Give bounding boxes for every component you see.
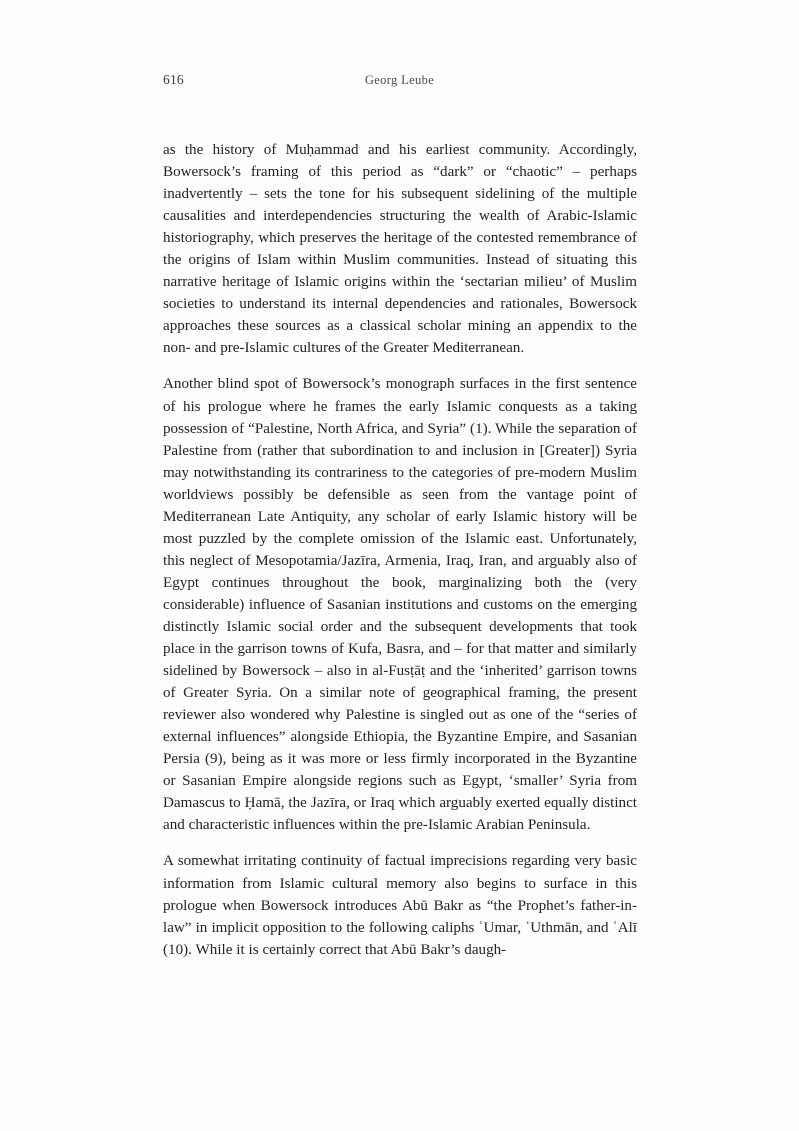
paragraph: as the history of Muḥammad and his earliest community. Accordingly, Bowersock’s framing of this period as “dark” or “chaotic” – perhaps inadvertently – sets the tone for his subsequent sidelining of the multiple causalities and interdependencies structuring the wealth of Arabic-Islamic historiography, which preserves the heritage of the contested remembrance of the origins of Islam within Muslim communities. Instead of situating this narrative heritage of Islamic origins within the ‘sectarian milieu’ of Muslim societies to understand its internal dependencies and rationales, Bowersock approaches these sources as a classical scholar mining an appendix to the non- and pre-Islamic cultures of the Greater Mediterranean. [163, 142, 637, 357]
running-head-title: Georg Leube [364, 73, 435, 87]
body-text [163, 139, 637, 961]
paragraph: Another blind spot of Bowersock’s monograph surfaces in the first sentence of his prologue where he frames the early Islamic conquests as a taking possession of “Palestine, North Africa, and Syria” (1). While the separation of Palestine from (rather that subordination to and inclusion in [Greater]) Syria may notwithstanding its contrariness to the categories of pre-modern Muslim worldviews possibly be defensible as seen from the vantage point of Mediterranean Late Antiquity, any scholar of early Islamic history will be most puzzled by the complete omission of the Islamic east. Unfortunately, this neglect of Mesopotamia/Jazīra, Armenia, Iraq, Iran, and arguably also of Egypt continues throughout the book, marginalizing both the (very considerable) influence of Sasanian institutions and customs on the emerging distinctly Islamic social order and the subsequent developments that took place in the garrison towns of Kufa, Basra, and – for that matter and similarly sidelined by Bowersock – also in al-Fusṭāṭ and the ‘inherited’ garrison towns of Greater Syria. On a similar note of geographical framing, the present reviewer also wondered why Palestine is singled out as one of the “series of external influences” alongside Ethiopia, the Byzantine Empire, and Sasanian Persia (9), being as it was more or less firmly incorporated in the Byzantine or Sasanian Empire alongside regions such as Egypt, ‘smaller’ Syria from Damascus to Ḥamā, the Jazīra, or Iraq which arguably exerted equally distinct and characteristic influences within the pre-Islamic Arabian Peninsula. [163, 376, 637, 834]
paragraph: A somewhat irritating continuity of factual imprecisions regarding very basic information from Islamic cultural memory also begins to surface in this prologue when Bowersock introduces Abū Bakr as “the Prophet’s father-in-law” in implicit opposition to the following caliphs ʿUmar, ʿUthmān, and ʿAlī (10). While it is certainly correct that Abū Bakr’s daugh- [163, 853, 637, 958]
running-header [163, 72, 636, 92]
page-number: 616 [163, 72, 184, 87]
